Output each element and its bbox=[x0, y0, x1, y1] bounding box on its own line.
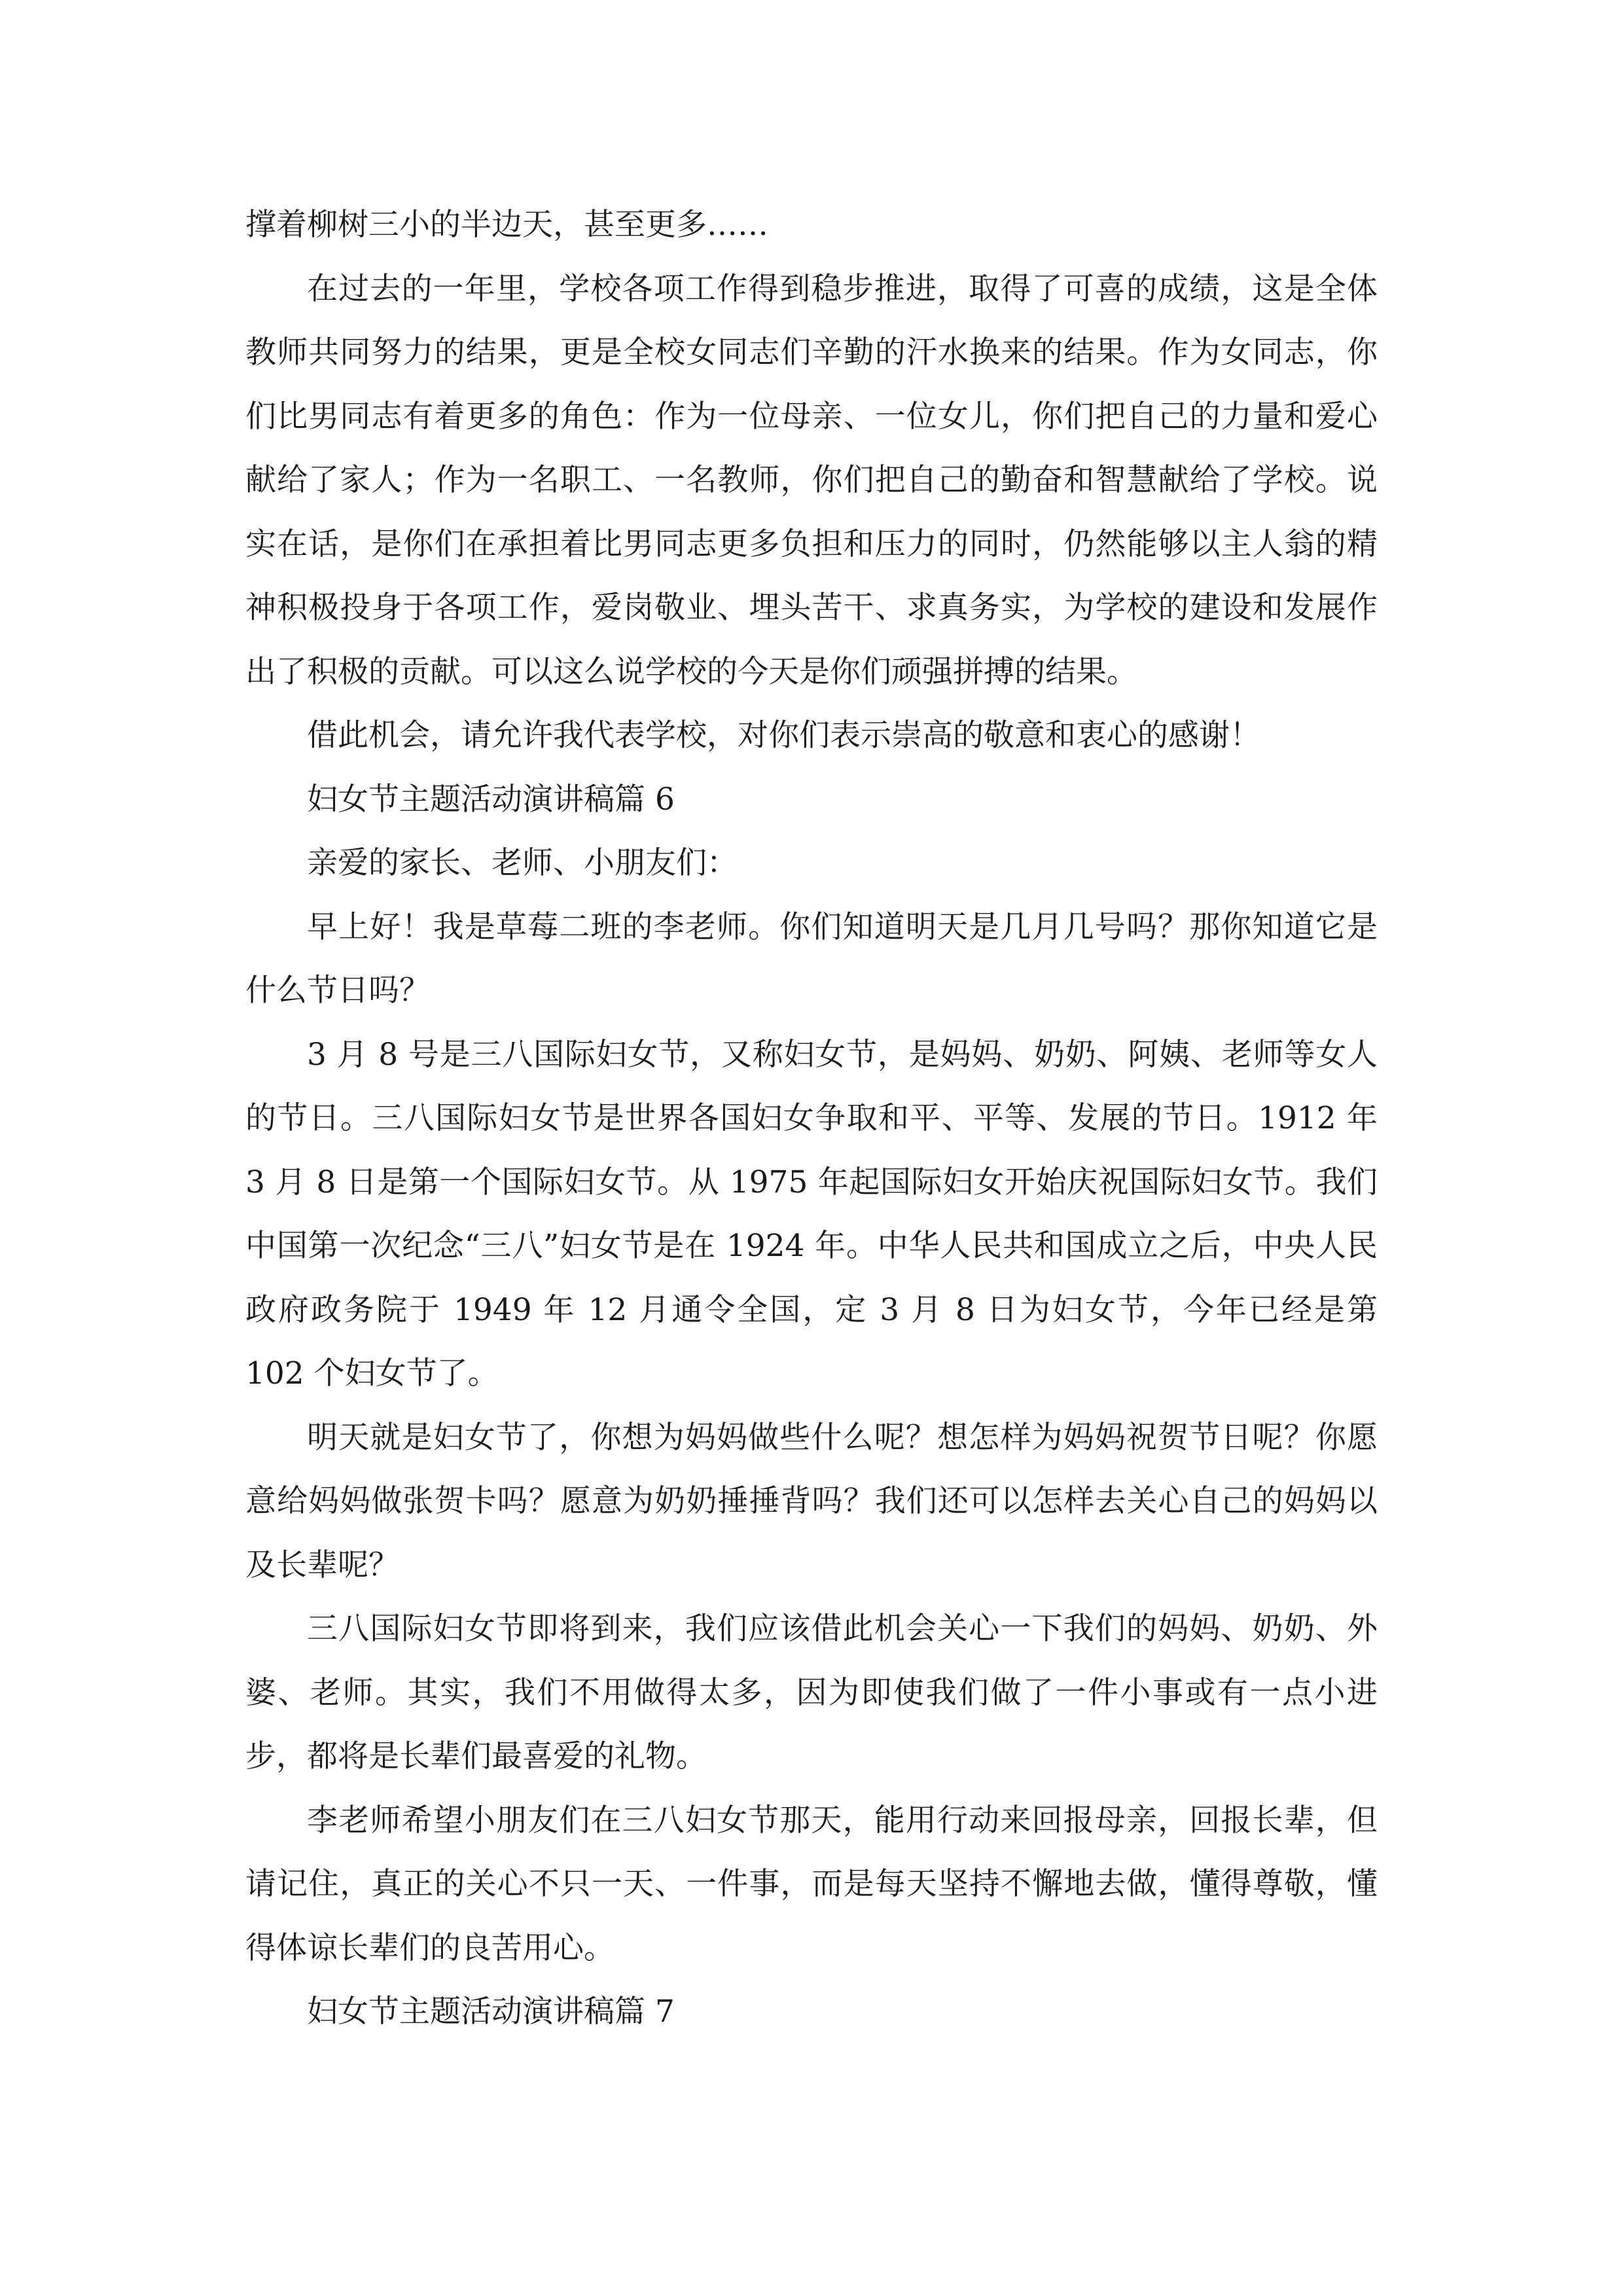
paragraph: 三八国际妇女节即将到来，我们应该借此机会关心一下我们的妈妈、奶奶、外婆、老师。其实，我们不用做得太多，因为即使我们做了一件小事或有一点小进步，都将是长辈们最喜爱的礼物。 bbox=[245, 1611, 1378, 1774]
paragraph: 借此机会，请允许我代表学校，对你们表示崇高的敬意和衷心的感谢！ bbox=[307, 717, 1260, 753]
salutation: 亲爱的家长、老师、小朋友们： bbox=[307, 845, 738, 881]
document-body bbox=[245, 193, 1378, 2044]
paragraph: 3 月 8 号是三八国际妇女节，又称妇女节，是妈妈、奶奶、阿姨、老师等女人的节日。三八国际妇女节是世界各国妇女争取和平、平等、发展的节日。1912 年 3 月 8 日是第一个国际妇女节。从 1975 年起国际妇女开始庆祝国际妇女节。我们中国第一次纪念“三八”妇女节是在 1924 年。中华人民共和国成立之后，中央人民政府政务院于 1949 年 12 月通令全国，定 3 月 8 日为妇女节，今年已经是第 102 个妇女节了。 bbox=[245, 1036, 1378, 1391]
section-heading: 妇女节主题活动演讲稿篇 6 bbox=[307, 781, 675, 817]
paragraph-continuation: 撑着柳树三小的半边天，甚至更多…… bbox=[245, 207, 768, 243]
paragraph: 早上好！我是草莓二班的李老师。你们知道明天是几月几号吗？那你知道它是什么节日吗？ bbox=[245, 908, 1378, 1009]
paragraph: 在过去的一年里，学校各项工作得到稳步推进，取得了可喜的成绩，这是全体教师共同努力的结果，更是全校女同志们辛勤的汗水换来的结果。作为女同志，你们比男同志有着更多的角色：作为一位母亲、一位女儿，你们把自己的力量和爱心献给了家人；作为一名职工、一名教师，你们把自己的勤奋和智慧献给了学校。说实在话，是你们在承担着比男同志更多负担和压力的同时，仍然能够以主人翁的精神积极投身于各项工作，爱岗敬业、埋头苦干、求真务实，为学校的建设和发展作出了积极的贡献。可以这么说学校的今天是你们顽强拼搏的结果。 bbox=[245, 270, 1378, 690]
section-heading: 妇女节主题活动演讲稿篇 7 bbox=[307, 1994, 675, 2030]
paragraph: 明天就是妇女节了，你想为妈妈做些什么呢？想怎样为妈妈祝贺节日呢？你愿意给妈妈做张贺卡吗？愿意为奶奶捶捶背吗？我们还可以怎样去关心自己的妈妈以及长辈呢？ bbox=[245, 1419, 1378, 1583]
paragraph: 李老师希望小朋友们在三八妇女节那天，能用行动来回报母亲，回报长辈，但请记住，真正的关心不只一天、一件事，而是每天坚持不懈地去做，懂得尊敬，懂得体谅长辈们的良苦用心。 bbox=[245, 1802, 1378, 1966]
